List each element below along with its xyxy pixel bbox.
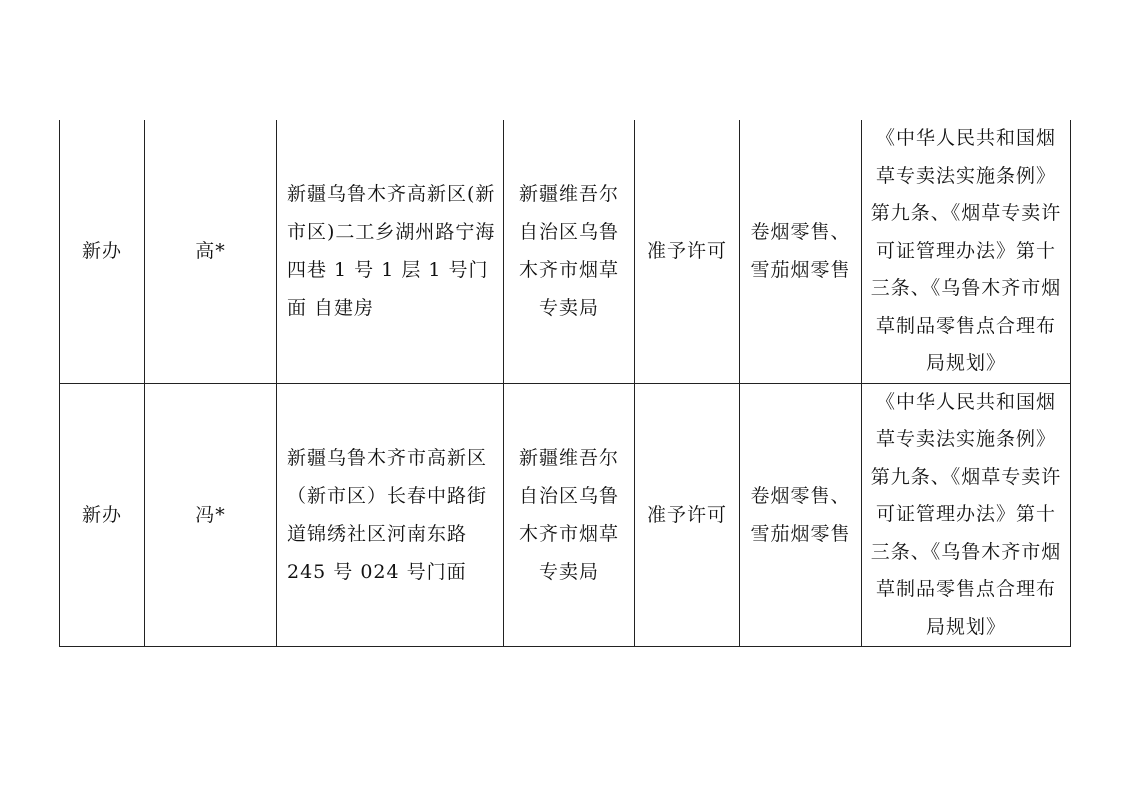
business-address-cell: 新疆乌鲁木齐市高新区（新市区）长春中路街道锦绣社区河南东路 245 号 024 号门面 [277,383,504,647]
business-address-cell: 新疆乌鲁木齐高新区(新市区)二工乡湖州路宁海四巷 1 号 1 层 1 号门面 自建房 [277,120,504,383]
legal-basis-cell: 《中华人民共和国烟草专卖法实施条例》第九条、《烟草专卖许可证管理办法》第十三条、《乌鲁木齐市烟草制品零售点合理布局规划》 [862,383,1071,647]
licensing-authority-cell: 新疆维吾尔自治区乌鲁木齐市烟草专卖局 [504,120,635,383]
table-row [60,383,1071,647]
license-records-table [59,120,1071,647]
legal-basis-cell: 《中华人民共和国烟草专卖法实施条例》第九条、《烟草专卖许可证管理办法》第十三条、《乌鲁木齐市烟草制品零售点合理布局规划》 [862,120,1071,383]
decision-cell: 准予许可 [635,383,740,647]
licensing-authority-cell: 新疆维吾尔自治区乌鲁木齐市烟草专卖局 [504,383,635,647]
table-row [60,120,1071,383]
applicant-name-cell: 冯* [145,383,277,647]
application-type-cell: 新办 [60,383,145,647]
business-scope-cell: 卷烟零售、雪茄烟零售 [740,120,862,383]
decision-cell: 准予许可 [635,120,740,383]
application-type-cell: 新办 [60,120,145,383]
business-scope-cell: 卷烟零售、雪茄烟零售 [740,383,862,647]
applicant-name-cell: 高* [145,120,277,383]
